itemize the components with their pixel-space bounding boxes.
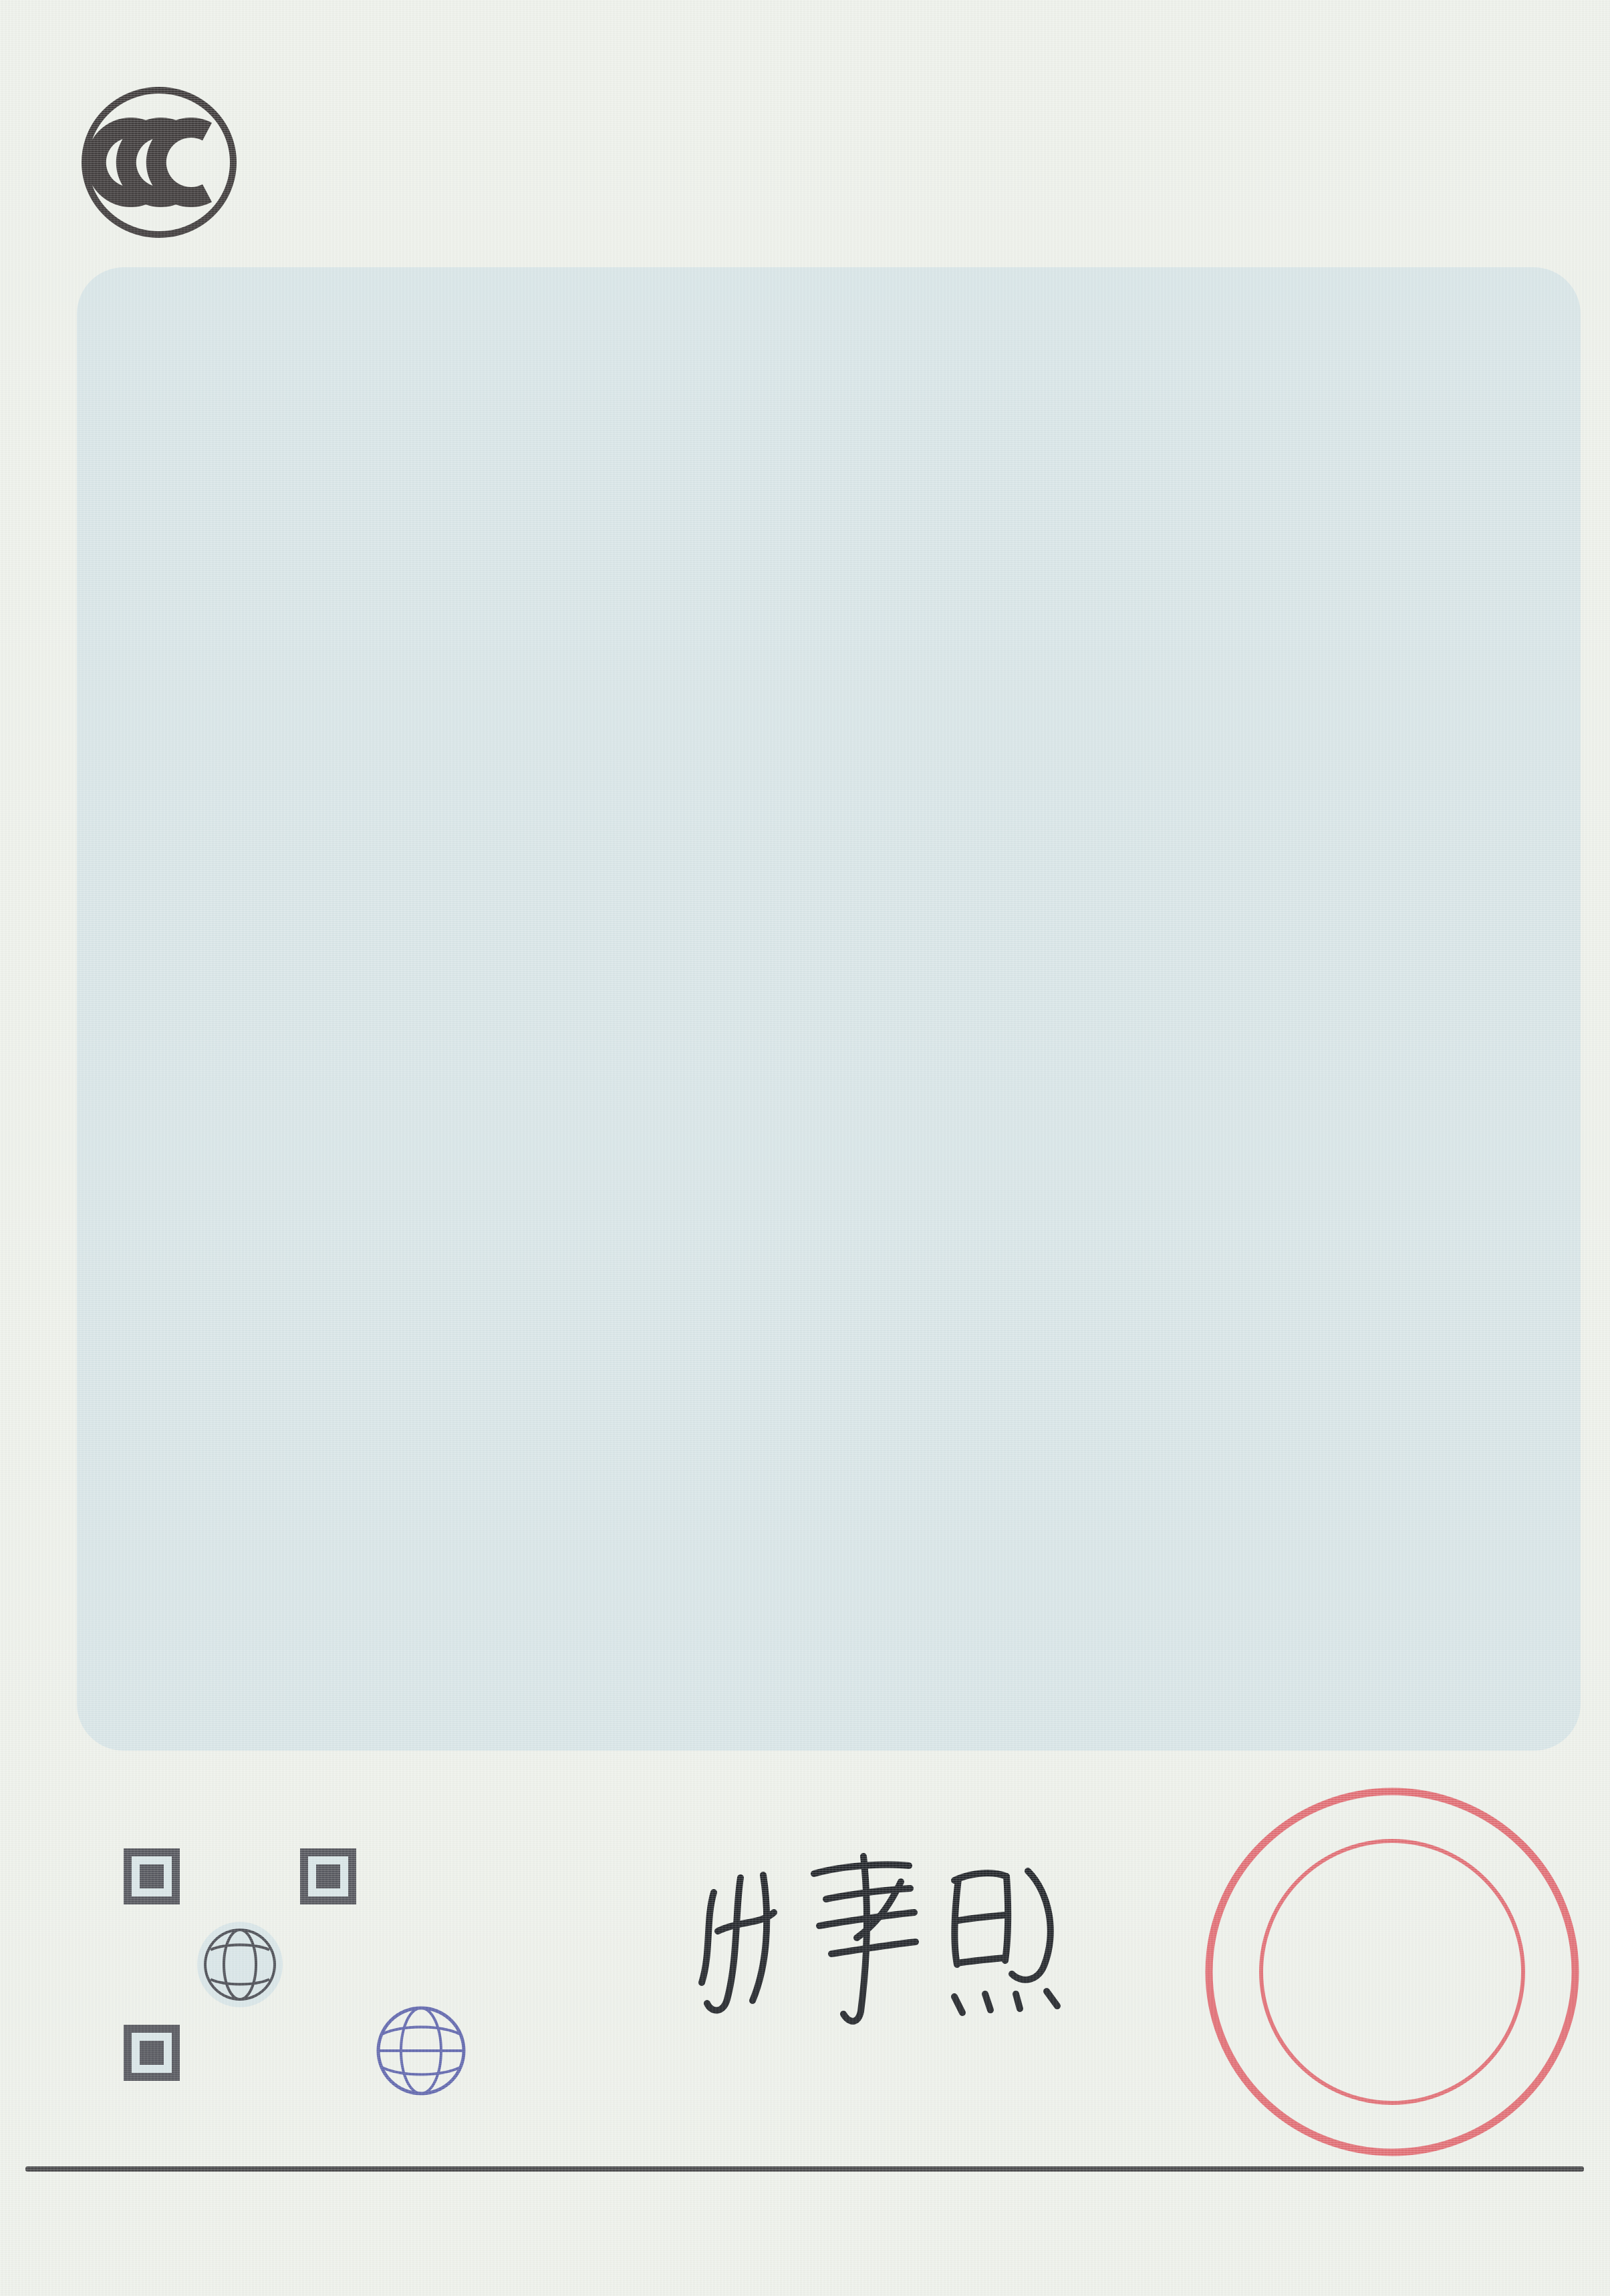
stamp-outer-ring [1209, 1791, 1575, 2152]
qr-code [124, 1848, 356, 2081]
watermark-panel [77, 267, 1581, 1751]
stamp-inner-ring [1261, 1841, 1523, 2103]
footer-rule [25, 2166, 1584, 2172]
signature-handwriting [688, 1846, 1076, 2039]
ccc-logo-icon [79, 82, 239, 242]
cqc-round-stamp [1200, 1783, 1587, 2162]
cqc-globe-icon [374, 2002, 468, 2100]
qr-logo-backdrop [197, 1922, 283, 2007]
